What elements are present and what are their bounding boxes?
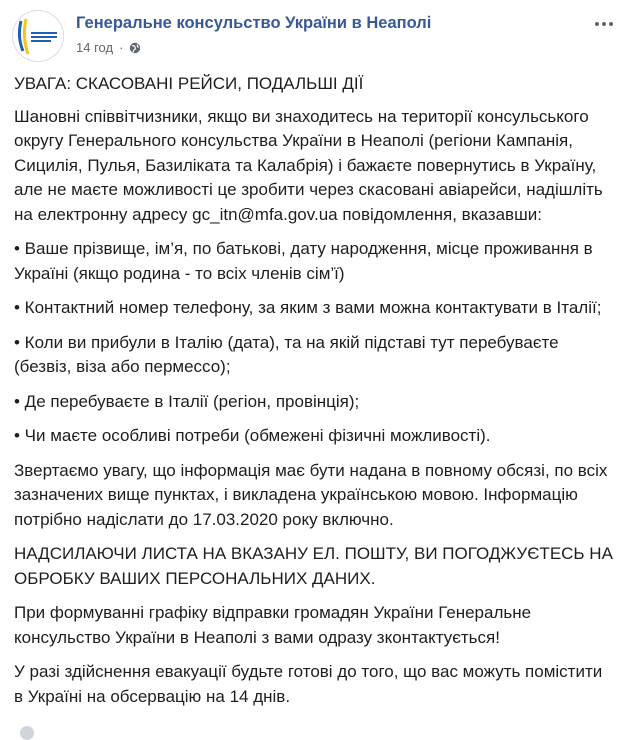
bullet-item: • Контактний номер телефону, за яким з вами можна контактувати в Італії; [14,298,602,317]
bullet-item: • Ваше прізвище, ім’я, по батькові, дату народження, місце проживання в Україні (якщо родина - то всіх членів сім’ї) [14,239,593,283]
post-body [14,72,614,719]
post-consent: НАДСИЛАЮЧИ ЛИСТА НА ВКАЗАНУ ЕЛ. ПОШТУ, ВИ ПОГОДЖУЄТЕСЬ НА ОБРОБКУ ВАШИХ ПЕРСОНАЛЬНИХ ДАНИХ. [14,544,613,588]
post-meta [76,40,141,55]
page-avatar[interactable] [12,10,64,62]
reaction-icon [20,726,34,740]
page-name-link[interactable]: Генеральне консульство України в Неаполі [76,14,432,32]
post-intro: Шановні співвітчизники, якщо ви знаходитесь на території консульського округу Генерального консульства України в Неаполі (регіони Кампанія, Сицилія, Пулья, Базиліката та Калабрія) і бажаєте повернутись в Україну, але не маєте можливості це зробити через скасовані авіарейси, надішліть на електронну адресу gc_itn@mfa.gov.ua повідомлення, вказавши: [14,106,603,224]
bullet-item: • Коли ви прибули в Італію (дата), та на якій підставі тут перебуваєте (безвіз, віза або пермессо); [14,332,559,376]
post-contact: При формуванні графіку відправки громадян України Генеральне консульство України в Неаполі з вами одразу зконтактується! [14,603,532,647]
post-heading: УВАГА: СКАСОВАНІ РЕЙСИ, ПОДАЛЬШІ ДІЇ [14,74,364,93]
bullet-item: • Чи маєте особливі потреби (обмежені фізичні можливості). [14,426,491,445]
consulate-logo-icon [13,11,64,62]
reactions-bar-edge [0,724,632,732]
post-note: Звертаємо увагу, що інформація має бути надана в повному обсязі, по всіх зазначених вище пунктах, і викладена українською мовою. Інформацію потрібно надіслати до 17.03.2020 року включно. [14,460,608,529]
post-header [12,10,620,62]
meta-separator: · [119,40,124,55]
bullet-item: • Де перебуваєте в Італії (регіон, провінція); [14,391,360,411]
globe-icon[interactable] [129,42,141,54]
more-options-icon[interactable] [592,14,616,34]
post-evacuation: У разі здійснення евакуації будьте готові до того, що вас можуть помістити в Україні на обсервацію на 14 днів. [14,662,603,706]
post-timestamp[interactable]: 14 год [76,40,114,55]
